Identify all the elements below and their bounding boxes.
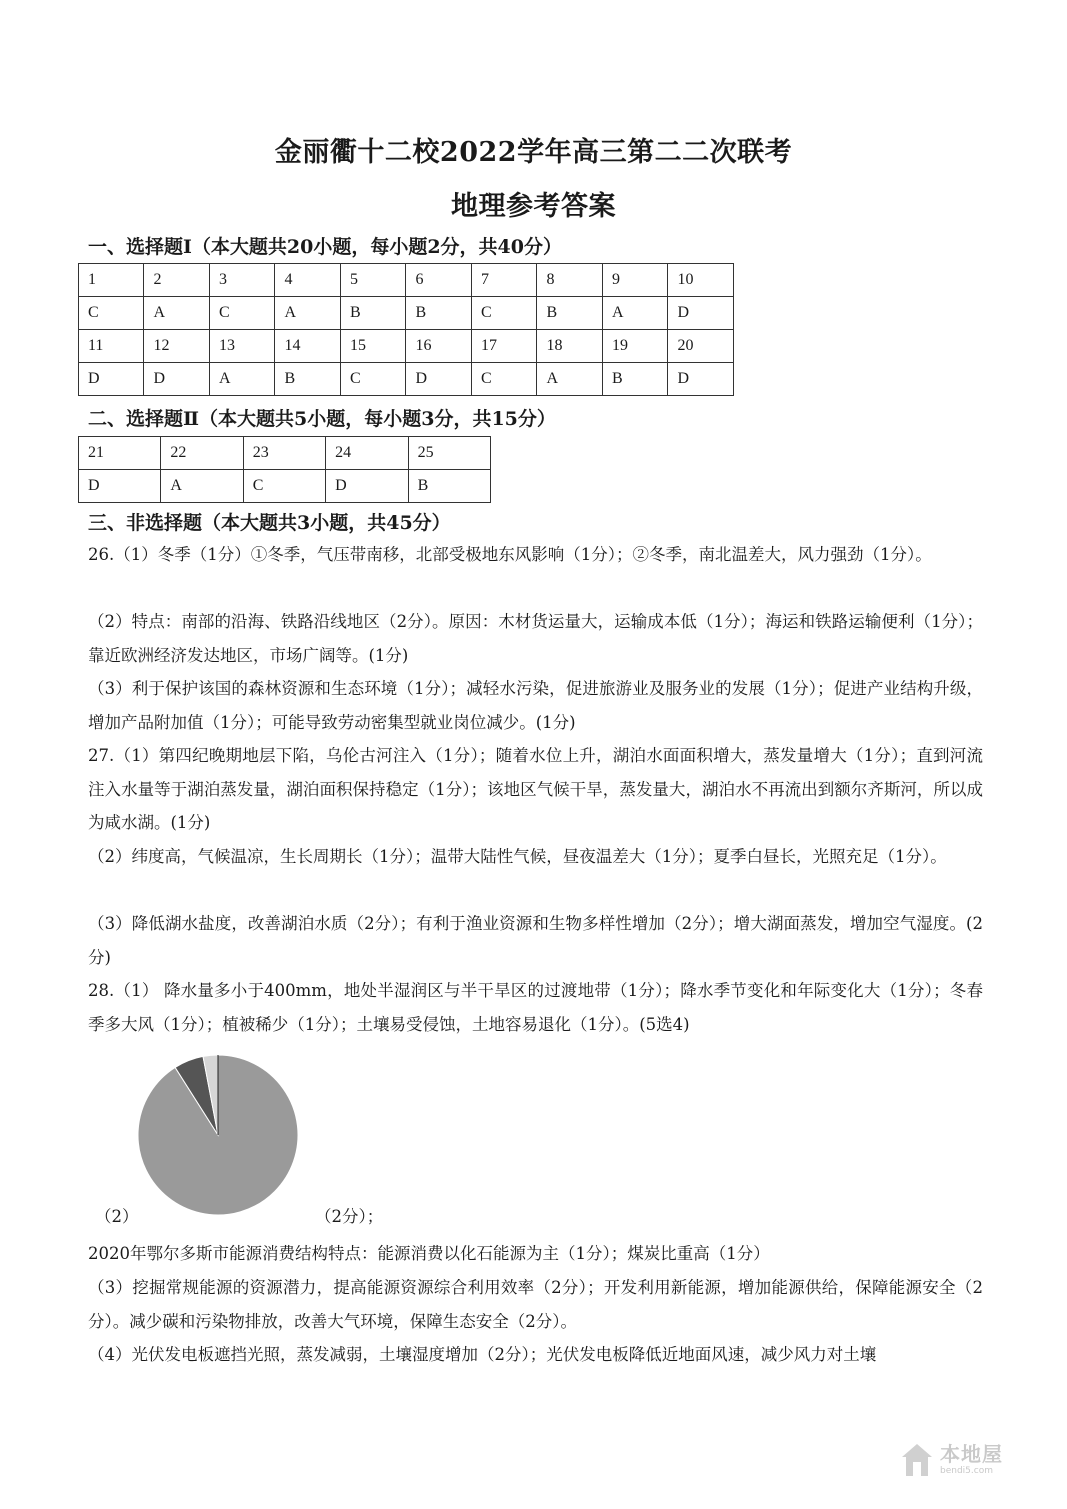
table-cell: 25: [408, 437, 490, 470]
table-cell: 2: [144, 264, 210, 297]
answer-table-1-row: [79, 297, 734, 330]
answer-28-2-row: [95, 1203, 595, 1227]
table-cell: C: [79, 297, 144, 330]
answer-28-3: （3）挖掘常规能源的资源潜力，提高能源资源综合利用效率（2分）；开发利用新能源，增加能源供给，保障能源安全（2分）。减少碳和污染物排放，改善大气环境，保障生态安全（2分）。: [88, 1278, 983, 1331]
table-cell: A: [602, 297, 668, 330]
table-cell: B: [602, 363, 668, 396]
table-cell: A: [161, 470, 243, 503]
table-cell: 4: [275, 264, 341, 297]
table-cell: 23: [243, 437, 325, 470]
table-cell: 15: [340, 330, 406, 363]
section2-heading: 二、选择题Ⅱ（本大题共5小题，每小题3分，共15分）: [88, 408, 556, 430]
table-cell: 17: [471, 330, 537, 363]
answer-27-3: （3）降低湖水盐度，改善湖泊水质（2分）；有利于渔业资源和生物多样性增加（2分）；增大湖面蒸发，增加空气湿度。(2分): [88, 914, 983, 967]
table-cell: D: [79, 470, 161, 503]
table-cell: 3: [209, 264, 275, 297]
answer-table-1-row: [79, 264, 734, 297]
table-cell: 6: [406, 264, 472, 297]
table-cell: 19: [602, 330, 668, 363]
table-cell: C: [471, 363, 537, 396]
answer-table-1: [78, 263, 734, 396]
answer-27-1: 27.（1）第四纪晚期地层下陷，乌伦古河注入（1分）；随着水位上升，湖泊水面面积增大，蒸发量增大（1分）；直到河流注入水量等于湖泊蒸发量，湖泊面积保持稳定（1分）；该地区气候干旱，蒸发量大，湖泊水不再流出到额尔齐斯河，所以成为咸水湖。(1分): [88, 746, 983, 832]
table-cell: 5: [340, 264, 406, 297]
table-cell: C: [243, 470, 325, 503]
table-cell: C: [209, 297, 275, 330]
table-cell: 21: [79, 437, 161, 470]
house-icon: [900, 1442, 934, 1478]
answer-table-1-row: [79, 363, 734, 396]
table-cell: 10: [668, 264, 734, 297]
answer-28-2-score: （2分）；: [315, 1207, 384, 1226]
table-cell: 8: [537, 264, 603, 297]
table-cell: D: [144, 363, 210, 396]
watermark-text: 本地屋: [940, 1442, 1003, 1466]
answer-28-2-label: （2）: [95, 1207, 139, 1226]
table-cell: B: [406, 297, 472, 330]
table-cell: B: [275, 363, 341, 396]
table-cell: 14: [275, 330, 341, 363]
table-cell: 12: [144, 330, 210, 363]
answer-26-1: 26.（1）冬季（1分）①冬季，气压带南移，北部受极地东风影响（1分）；②冬季，南北温差大，风力强劲（1分）。: [88, 545, 932, 564]
table-cell: 16: [406, 330, 472, 363]
answer-table-2-row: [79, 437, 491, 470]
table-cell: C: [340, 363, 406, 396]
table-cell: A: [209, 363, 275, 396]
answer-28-1: 28.（1） 降水量多小于400mm，地处半湿润区与半干旱区的过渡地带（1分）；降水季节变化和年际变化大（1分）；冬春季多大风（1分）；植被稀少（1分）；土壤易受侵蚀，土地容易退化（1分）。(5选4): [88, 981, 983, 1034]
table-cell: 13: [209, 330, 275, 363]
table-cell: 11: [79, 330, 144, 363]
table-cell: D: [668, 297, 734, 330]
table-cell: C: [471, 297, 537, 330]
page-title: 金丽衢十二校2022学年高三第二二次联考: [274, 137, 793, 168]
section1-heading: 一、选择题Ⅰ（本大题共20小题，每小题2分，共40分）: [88, 236, 562, 258]
table-cell: A: [275, 297, 341, 330]
table-cell: B: [408, 470, 490, 503]
table-cell: D: [668, 363, 734, 396]
watermark: [900, 1440, 1050, 1480]
table-cell: 9: [602, 264, 668, 297]
answer-28-4: （4）光伏发电板遮挡光照，蒸发减弱，土壤湿度增加（2分）；光伏发电板降低近地面风速，减少风力对土壤: [88, 1345, 877, 1364]
section3-heading: 三、非选择题（本大题共3小题，共45分）: [88, 512, 451, 534]
table-cell: 18: [537, 330, 603, 363]
table-cell: A: [537, 363, 603, 396]
answer-28-2-text: 2020年鄂尔多斯市能源消费结构特点：能源消费以化石能源为主（1分）；煤炭比重高（1分）: [88, 1244, 770, 1263]
table-cell: B: [340, 297, 406, 330]
table-cell: D: [406, 363, 472, 396]
table-cell: D: [79, 363, 144, 396]
table-cell: 7: [471, 264, 537, 297]
answer-table-2: [78, 436, 491, 503]
table-cell: 1: [79, 264, 144, 297]
answer-26-3: （3）利于保护该国的森林资源和生态环境（1分）；减轻水污染，促进旅游业及服务业的发展（1分）；促进产业结构升级，增加产品附加值（1分）；可能导致劳动密集型就业岗位减少。(1分): [88, 679, 983, 732]
table-cell: 24: [326, 437, 408, 470]
answer-table-1-row: [79, 330, 734, 363]
table-cell: 22: [161, 437, 243, 470]
answer-table-2-row: [79, 470, 491, 503]
watermark-url: bendi5.com: [940, 1466, 993, 1476]
answer-26-2: （2）特点：南部的沿海、铁路沿线地区（2分）。原因：木材货运量大，运输成本低（1分）；海运和铁路运输便利（1分）；靠近欧洲经济发达地区，市场广阔等。(1分): [88, 612, 983, 665]
energy-pie-chart: [136, 1053, 300, 1217]
table-cell: B: [537, 297, 603, 330]
answer-27-2: （2）纬度高，气候温凉，生长周期长（1分）；温带大陆性气候，昼夜温差大（1分）；夏季白昼长，光照充足（1分）。: [88, 847, 947, 866]
table-cell: 20: [668, 330, 734, 363]
page-subtitle: 地理参考答案: [451, 191, 616, 222]
table-cell: A: [144, 297, 210, 330]
table-cell: D: [326, 470, 408, 503]
